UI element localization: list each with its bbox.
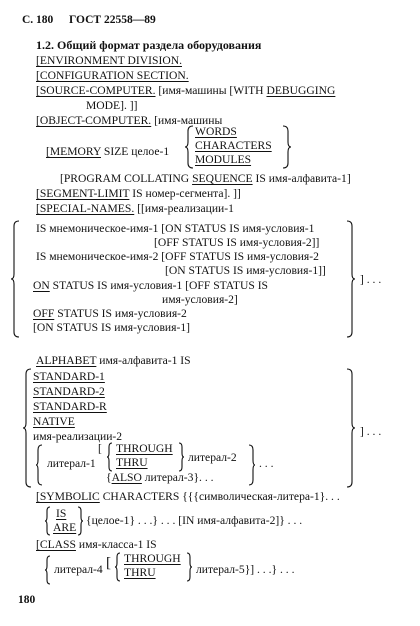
class-args: имя-класса-1 IS — [78, 538, 157, 551]
memory-open-brace — [184, 125, 194, 169]
native-keyword: NATIVE — [33, 415, 75, 428]
line-program-collating — [60, 172, 351, 186]
are-keyword — [53, 521, 76, 535]
object-computer-args: [имя-машины — [154, 114, 223, 127]
page-number: 180 — [18, 594, 36, 606]
line-cond-2: имя-условия-2] — [162, 293, 238, 306]
alphabet-close-brace — [346, 368, 356, 488]
special-names-ellipsis: ] . . . — [360, 273, 382, 286]
line-class — [36, 538, 157, 552]
special-names-open-brace — [10, 220, 20, 338]
is-are-open-brace — [44, 506, 51, 536]
modules-keyword: MODULES — [195, 153, 252, 166]
line-is-mnemonic-2: IS мнемоническое-имя-2 [OFF STATUS IS имя-условия-2 — [36, 250, 319, 263]
program-collating-text: [PROGRAM COLLATING — [60, 172, 190, 185]
memory-option-characters — [195, 139, 272, 153]
line-off-status-2: [OFF STATUS IS имя-условия-2]] — [154, 236, 320, 249]
characters-keyword: CHARACTERS — [195, 139, 272, 152]
is-are-close-brace — [77, 506, 84, 536]
line-standard-1 — [33, 370, 105, 384]
through-open-brace — [106, 442, 113, 472]
line-literal-5: литерал-5}] . . .} . . . — [196, 563, 295, 576]
line-special-names — [36, 202, 234, 216]
on-status-text: STATUS IS имя-условия-1 [OFF STATUS IS — [52, 279, 269, 292]
section-title: 1.2. Общий формат раздела оборудования — [36, 38, 262, 52]
class-keyword: [CLASS — [36, 538, 76, 551]
memory-option-words — [195, 125, 237, 139]
segment-limit-keyword: [SEGMENT-LIMIT — [36, 187, 130, 200]
alphabet-ellipsis: ] . . . — [360, 425, 382, 438]
is-keyword — [56, 507, 66, 521]
source-computer-args: [имя-машины [WITH — [158, 84, 264, 97]
line-literal-4: литерал-4 — [54, 563, 103, 576]
class-open-brace — [44, 555, 51, 585]
alphabet-args: имя-алфавита-1 IS — [99, 354, 191, 367]
line-alphabet — [36, 354, 191, 368]
special-names-close-brace — [346, 220, 356, 338]
line-configuration-section — [36, 69, 189, 83]
standard-2-keyword: STANDARD-2 — [33, 385, 105, 398]
standard-r-keyword: STANDARD-R — [33, 400, 107, 413]
special-names-keyword: [SPECIAL-NAMES. — [36, 202, 135, 215]
memory-option-modules — [195, 153, 251, 167]
line-on-status — [33, 279, 268, 293]
sequence-keyword: SEQUENCE — [192, 172, 253, 185]
object-computer-keyword: [OBJECT-COMPUTER. — [36, 114, 152, 127]
memory-size-args: SIZE целое-1 — [103, 145, 170, 158]
memory-close-brace — [282, 125, 292, 169]
line-is-mnemonic-1: IS мнемоническое-имя-1 [ON STATUS IS имя-условия-1 — [36, 222, 315, 235]
line-integer-1: {целое-1} . . .} . . . [IN имя-алфавита-2]} . . . — [86, 514, 303, 527]
thru-keyword — [116, 456, 148, 470]
through-keyword-text: THROUGH — [116, 442, 173, 455]
line-literal-1: литерал-1 — [47, 457, 96, 470]
line-off-status — [33, 307, 187, 321]
through-close-brace — [178, 442, 185, 472]
literal-group-ellipsis: . . . — [259, 457, 274, 470]
line-literal-2: литерал-2 — [188, 451, 237, 464]
literal-3-text: литерал-3}. . . — [144, 471, 214, 484]
class-through-keyword — [124, 552, 181, 566]
line-standard-r — [33, 400, 107, 414]
line-on-status-1: [ON STATUS IS имя-условия-1]] — [165, 264, 326, 277]
class-through-close-brace — [186, 552, 193, 582]
sequence-rest-text: IS имя-алфавита-1] — [255, 172, 351, 185]
class-through-keyword-text: THROUGH — [124, 552, 181, 565]
alphabet-open-brace — [22, 368, 32, 488]
alphabet-keyword: ALPHABET — [36, 354, 97, 367]
environment-division-keyword: [ENVIRONMENT DIVISION. — [36, 54, 182, 67]
line-impl-name-2: имя-реализации-2 — [33, 430, 123, 443]
on-keyword: ON — [33, 279, 50, 292]
off-keyword: OFF — [33, 307, 55, 320]
page-header-standard: ГОСТ 22558—89 — [69, 14, 156, 26]
line-source-computer — [36, 84, 335, 98]
line-mode: MODE]. ]] — [86, 99, 138, 112]
line-environment-division — [36, 54, 182, 68]
line-also: {ALSO литерал-3}. . . — [106, 471, 214, 484]
page-header-prefix: С. 180 — [22, 14, 54, 26]
class-through-open-brace — [114, 552, 121, 582]
off-status-text: STATUS IS имя-условия-2 — [57, 307, 187, 320]
memory-keyword: [MEMORY — [46, 145, 101, 158]
special-names-args: [[имя-реализации-1 — [137, 202, 234, 215]
is-keyword-text: IS — [56, 507, 67, 520]
through-bracket: [ — [98, 442, 102, 455]
source-computer-keyword: [SOURCE-COMPUTER. — [36, 84, 156, 97]
line-native — [33, 415, 75, 429]
standard-1-keyword: STANDARD-1 — [33, 370, 105, 383]
thru-keyword-text: THRU — [116, 456, 148, 469]
segment-rest-text: IS номер-сегмента]. ]] — [132, 187, 241, 200]
words-keyword: WORDS — [195, 125, 237, 138]
class-open-bracket: [ — [106, 555, 111, 571]
class-thru-keyword-text: THRU — [124, 566, 156, 579]
line-standard-2 — [33, 385, 105, 399]
symbolic-keyword: [SYMBOLIC — [36, 490, 100, 503]
debugging-keyword: DEBUGGING — [266, 84, 336, 97]
symbolic-args: CHARACTERS {{{символическая-литера-1}. . . — [102, 490, 340, 503]
class-thru-keyword — [124, 566, 156, 580]
line-symbolic-characters — [36, 490, 340, 504]
configuration-section-keyword: [CONFIGURATION SECTION. — [36, 69, 189, 82]
literal-group-close-brace — [248, 444, 256, 486]
are-keyword-text: ARE — [53, 521, 77, 534]
line-segment-limit — [36, 187, 241, 201]
line-on-final: [ON STATUS IS имя-условия-1] — [33, 321, 190, 334]
through-keyword — [116, 442, 173, 456]
also-keyword: ALSO — [111, 471, 142, 484]
literal-group-open-brace — [35, 444, 43, 486]
line-memory-size — [46, 145, 169, 159]
